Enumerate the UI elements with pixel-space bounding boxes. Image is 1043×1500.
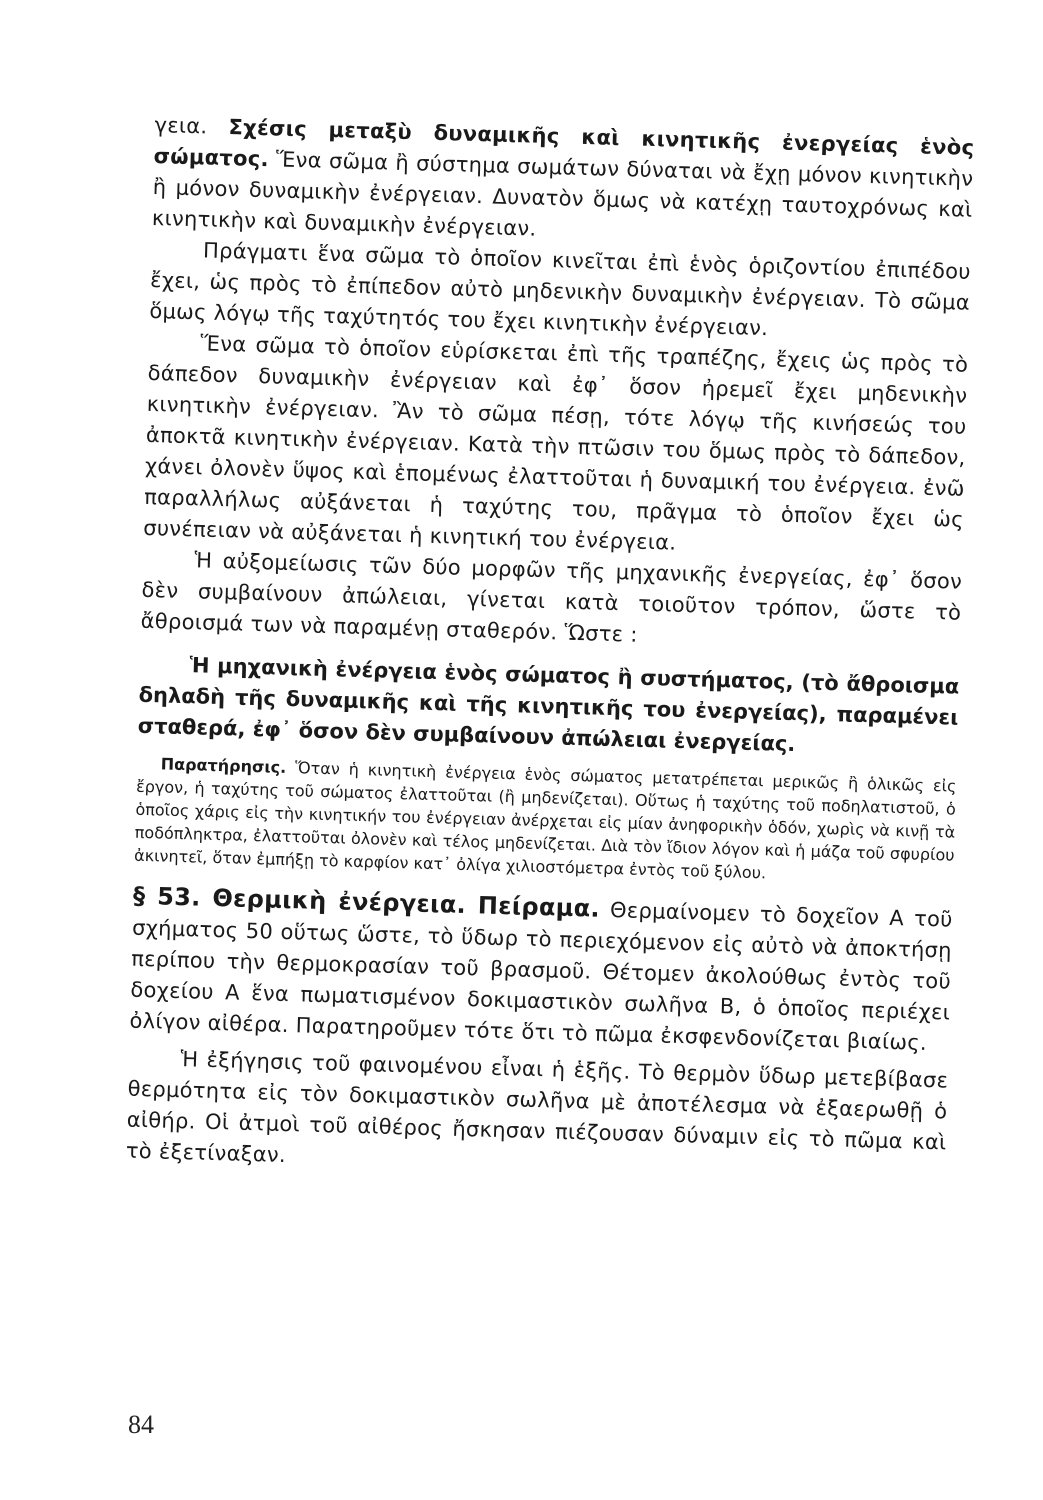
law-statement: Ἡ μηχανικὴ ἐνέργεια ἑνὸς σώματος ἢ συστήματος, (τὸ ἄθροισμα δηλαδὴ τῆς δυναμικῆς καὶ τῆς κινητικῆς του ἐνεργείας), παραμένει σταθερά, ἐφ᾽ ὅσον δὲν συμβαίνουν ἀπώλειαι ἐνεργείας. <box>137 653 960 757</box>
paragraph-conservation: Ἡ αὐξομείωσις τῶν δύο μορφῶν τῆς μηχανικῆς ἐνεργείας, ἐφ᾽ ὅσον δὲν συμβαίνουν ἀπώλειαι, γίνεται κατὰ τοιοῦτον τρόπον, ὥστε τὸ ἄθροισμά των νὰ παραμένῃ σταθερόν. Ὥστε : <box>140 548 963 647</box>
paragraph-intro: γεια. Σχέσις μεταξὺ δυναμικῆς καὶ κινητικῆς ἐνεργείας ἑνὸς σώματος. Ἕνα σῶμα ἢ σύστημα σωμάτων δύναται νὰ ἔχῃ μόνον κινητικὴν ἢ μόνον δυναμικὴν ἐνέργειαν. Δυνατὸν ὅμως νὰ κατέχῃ ταυτοχρόνως καὶ κινητικὴν καὶ δυναμικὴν ἐνέργειαν. <box>151 112 975 241</box>
text-body <box>125 110 974 1189</box>
note-paragraph: Παρατήρησις. Ὅταν ἡ κινητικὴ ἐνέργεια ἑνὸς σώματος μετατρέπεται μερικῶς ἢ ὁλικῶς εἰς ἔργον, ἡ ταχύτης τοῦ σώματος ἐλαττοῦται (ἢ μηδενίζεται). Οὕτως ἡ ταχύτης τοῦ ποδηλατιστοῦ, ὁ ὁποῖος χάρις εἰς τὴν κινητικήν του ἐνέργειαν ἀνέρχεται εἰς μίαν ἀνηφορικὴν ὁδόν, χωρὶς νὰ κινῇ τὰ ποδόπληκτρα, ἐλαττοῦται ὀλονὲν καὶ τέλος μηδενίζεται. Διὰ τὸν ἴδιον λόγον καὶ ἡ μάζα τοῦ σφυρίου ἀκινητεῖ, ὅταν ἐμπήξῃ τὸ καρφίον κατ᾽ ὀλίγα χιλιοστόμετρα ἐντὸς τοῦ ξύλου. <box>133 754 957 883</box>
paragraph-explanation: Ἡ ἐξήγησις τοῦ φαινομένου εἶναι ἡ ἑξῆς. Τὸ θερμὸν ὕδωρ μετεβίβασε θερμότητα εἰς τὸν δοκιμαστικὸν σωλῆνα μὲ ἀποτέλεσμα νὰ ἐξαερωθῇ ὁ αἰθήρ. Οἱ ἀτμοὶ τοῦ αἰθέρος ἤσκησαν πιέζουσαν δύναμιν εἰς τὸ πῶμα καὶ τὸ ἐξετίναξαν. <box>125 1047 949 1168</box>
section-title: § 53. Θερμικὴ ἐνέργεια. Πείραμα. <box>132 881 601 923</box>
paragraph-example-plane: Πράγματι ἕνα σῶμα τὸ ὁποῖον κινεῖται ἐπὶ ἑνὸς ὁριζοντίου ἐπιπέδου ἔχει, ὡς πρὸς τὸ ἐπίπεδον αὐτὸ μηδενικὴν δυναμικὴν ἐνέργειαν. Τὸ σῶμα ὅμως λόγῳ τῆς ταχύτητός του ἔχει κινητικὴν ἐνέργειαν. <box>149 238 972 341</box>
paragraph-example-table: Ἕνα σῶμα τὸ ὁποῖον εὑρίσκεται ἐπὶ τῆς τραπέζης, ἔχεις ὡς πρὸς τὸ δάπεδον δυναμικὴν ἐνέργειαν καὶ ἐφ᾽ ὅσον ἠρεμεῖ ἔχει μηδενικὴν κινητικὴν ἐνέργειαν. Ἂν τὸ σῶμα πέσῃ, τότε λόγῳ τῆς κινήσεώς του ἀποκτᾶ κινητικὴν ἐνέργειαν. Κατὰ τὴν πτῶσιν του ὅμως πρὸς τὸ δάπεδον, χάνει ὀλονὲν ὕψος καὶ ἑπομένως ἐλαττοῦται ἡ δυναμική του ἐνέργεια. ἐνῶ παραλλήλως αὐξάνεται ἡ ταχύτης του, πρᾶγμα τὸ ὁποῖον ἔχει ὡς συνέπειαν νὰ αὐξάνεται ἡ κινητική του ἐνέργεια. <box>142 331 969 555</box>
subheading: Σχέσις μεταξὺ δυναμικῆς καὶ κινητικῆς ἐνεργείας ἑνὸς σώματος. <box>153 115 975 172</box>
note-label: Παρατήρησις. <box>160 754 287 777</box>
page-number: 84 <box>128 1410 154 1439</box>
section-paragraph: § 53. Θερμικὴ ἐνέργεια. Πείραμα. Θερμαίνομεν τὸ δοχεῖον Α τοῦ σχήματος 50 οὕτως ὥστε, τὸ ὕδωρ τὸ περιεχόμενον εἰς αὐτὸ νὰ ἀποκτήσῃ περίπου τὴν θερμοκρασίαν τοῦ βρασμοῦ. Θέτομεν ἀκολούθως ἐντὸς τοῦ δοχείου Α ἕνα πωματισμένον δοκιμαστικὸν σωλῆνα Β, ὁ ὁποῖος περιέχει ὀλίγον αἰθέρα. Παρατηροῦμεν τότε ὅτι τὸ πῶμα ἐκσφενδονίζεται βιαίως. <box>129 881 954 1055</box>
